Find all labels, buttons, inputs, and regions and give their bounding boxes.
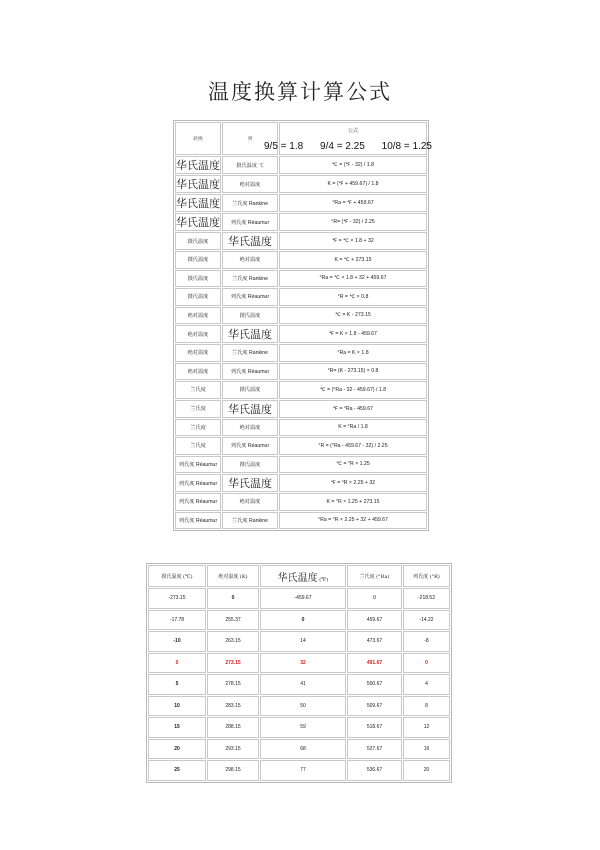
values-cell: 32 xyxy=(260,653,346,674)
conversion-row xyxy=(175,400,427,418)
conversion-row xyxy=(175,512,427,530)
conversion-formula-cell: ℃ = (°Ra - 32 - 459.67) / 1.8 xyxy=(279,381,427,399)
conversion-formula-cell: °Ra = ℃ × 1.8 + 32 + 459.67 xyxy=(279,270,427,288)
conversion-to-cell: 摄氏温度 ℃ xyxy=(222,156,278,174)
values-cell: 500.67 xyxy=(347,674,402,695)
conversion-formula-cell: ℉ = ℃ × 1.8 + 32 xyxy=(279,232,427,250)
values-cell: 283.15 xyxy=(207,696,259,717)
conversion-row xyxy=(175,307,427,325)
values-cell: -8 xyxy=(403,631,450,652)
conversion-from-cell: 摄氏温度 xyxy=(175,288,221,306)
values-cell: -17.78 xyxy=(148,610,206,631)
conversion-row xyxy=(175,175,427,193)
header-fahrenheit-label: 华氏温度 xyxy=(277,572,318,584)
values-cell: 10 xyxy=(148,696,206,717)
conversion-formula-cell: ℉ = °R × 2.25 + 32 xyxy=(279,474,427,492)
header-fahrenheit xyxy=(260,565,346,587)
header-formula-label: 公式 xyxy=(347,128,358,134)
conversion-row xyxy=(175,381,427,399)
conversion-row xyxy=(175,344,427,362)
conversion-to-cell: 华氏温度 xyxy=(222,325,278,343)
values-cell: 288.15 xyxy=(207,717,259,738)
values-row xyxy=(148,674,450,695)
conversion-from-cell: 绝对温度 xyxy=(175,307,221,325)
values-row xyxy=(148,610,450,631)
conversion-from-cell: 列氏度 Réaumur xyxy=(175,512,221,530)
conversion-formula-cell: ℃ = °R × 1.25 xyxy=(279,456,427,474)
values-cell: 77 xyxy=(260,760,346,781)
conversion-formula-cell: ℃ = K - 273.15 xyxy=(279,307,427,325)
conversion-from-cell: 兰氏度 xyxy=(175,400,221,418)
conversion-to-cell: 摄氏温度 xyxy=(222,307,278,325)
conversion-row xyxy=(175,270,427,288)
conversion-table-header xyxy=(175,122,427,155)
temperature-values-table xyxy=(146,563,452,783)
conversion-row xyxy=(175,493,427,511)
values-cell: 0 xyxy=(207,588,259,609)
values-row xyxy=(148,588,450,609)
conversion-row xyxy=(175,437,427,455)
conversion-from-cell: 华氏温度 xyxy=(175,175,221,193)
conversion-to-cell: 列氏度 Réaumur xyxy=(222,437,278,455)
conversion-to-cell: 列氏度 Réaumur xyxy=(222,363,278,381)
conversion-to-cell: 华氏温度 xyxy=(222,474,278,492)
header-rankine: 兰氏度 (°Ra) xyxy=(347,565,402,587)
conversion-to-cell: 绝对温度 xyxy=(222,419,278,437)
conversion-to-cell: 绝对温度 xyxy=(222,493,278,511)
conversion-row xyxy=(175,156,427,174)
conversion-to-cell: 兰氏度 Rankine xyxy=(222,194,278,212)
conversion-formula-cell: °R= (℉ - 32) / 2.25 xyxy=(279,213,427,231)
conversion-row xyxy=(175,251,427,269)
values-cell: 14 xyxy=(260,631,346,652)
values-cell: 8 xyxy=(403,696,450,717)
values-cell: 0 xyxy=(260,610,346,631)
conversion-formula-cell: K = ℃ + 273.15 xyxy=(279,251,427,269)
conversion-from-cell: 摄氏温度 xyxy=(175,270,221,288)
values-row xyxy=(148,631,450,652)
values-cell: 68 xyxy=(260,739,346,760)
values-cell: 536.67 xyxy=(347,760,402,781)
conversion-from-cell: 兰氏度 xyxy=(175,381,221,399)
values-cell: 293.15 xyxy=(207,739,259,760)
values-cell: 298.15 xyxy=(207,760,259,781)
conversion-row xyxy=(175,232,427,250)
conversion-from-cell: 摄氏温度 xyxy=(175,251,221,269)
conversion-formula-cell: K = °R × 1.25 + 273.15 xyxy=(279,493,427,511)
conversion-formula-cell: °R = (°Ra - 459.67 - 32) / 2.25 xyxy=(279,437,427,455)
conversion-formula-cell: °Ra = K × 1.8 xyxy=(279,344,427,362)
ratio-10-8: 10/8 = 1.25 xyxy=(381,141,432,152)
conversion-formula-cell: ℃ = (℉ - 32) / 1.8 xyxy=(279,156,427,174)
conversion-from-cell: 绝对温度 xyxy=(175,344,221,362)
conversion-from-cell: 绝对温度 xyxy=(175,363,221,381)
values-cell: 59 xyxy=(260,717,346,738)
conversion-from-cell: 华氏温度 xyxy=(175,194,221,212)
page-title: 温度换算计算公式 xyxy=(208,80,392,104)
conversion-row xyxy=(175,325,427,343)
values-cell: 255.37 xyxy=(207,610,259,631)
values-cell: 518.67 xyxy=(347,717,402,738)
values-cell: 0 xyxy=(148,653,206,674)
conversion-from-cell: 兰氏度 xyxy=(175,437,221,455)
values-cell: 15 xyxy=(148,717,206,738)
header-reaumur: 列氏度 (°R) xyxy=(403,565,450,587)
conversion-from-cell: 摄氏温度 xyxy=(175,232,221,250)
conversion-to-cell: 摄氏温度 xyxy=(222,456,278,474)
header-formula xyxy=(264,122,432,155)
conversion-from-cell: 华氏温度 xyxy=(175,156,221,174)
conversion-to-cell: 摄氏温度 xyxy=(222,381,278,399)
conversion-formula-cell: ℉ = K × 1.8 - 459.67 xyxy=(279,325,427,343)
conversion-row xyxy=(175,213,427,231)
values-cell: 473.67 xyxy=(347,631,402,652)
conversion-formula-cell: °Ra = °R × 2.25 + 32 + 459.67 xyxy=(279,512,427,530)
values-cell: 41 xyxy=(260,674,346,695)
conversion-to-cell: 兰氏度 Rankine xyxy=(222,512,278,530)
values-cell: 263.15 xyxy=(207,631,259,652)
conversion-from-cell: 兰氏度 xyxy=(175,419,221,437)
header-celsius: 摄氏温度 (℃) xyxy=(148,565,206,587)
conversion-row xyxy=(175,363,427,381)
values-cell: 278.15 xyxy=(207,674,259,695)
conversion-from-cell: 列氏度 Réaumur xyxy=(175,474,221,492)
values-cell: 20 xyxy=(403,760,450,781)
header-from: 转换 xyxy=(175,122,221,155)
values-cell: -218.52 xyxy=(403,588,450,609)
conversion-row xyxy=(175,419,427,437)
values-cell: 25 xyxy=(148,760,206,781)
ratio-9-5: 9/5 = 1.8 xyxy=(264,141,304,152)
values-cell: -273.15 xyxy=(148,588,206,609)
values-cell: 5 xyxy=(148,674,206,695)
conversion-formula-cell: K = (℉ + 459.67) / 1.8 xyxy=(279,175,427,193)
values-cell: 0 xyxy=(347,588,402,609)
conversion-formula-cell: °Ra = ℉ + 459.67 xyxy=(279,194,427,212)
conversion-formula-table xyxy=(173,120,432,531)
conversion-to-cell: 兰氏度 Rankine xyxy=(222,270,278,288)
conversion-to-cell: 列氏度 Réaumur xyxy=(222,288,278,306)
values-cell: 491.67 xyxy=(347,653,402,674)
values-cell: 459.67 xyxy=(347,610,402,631)
values-cell: -14.22 xyxy=(403,610,450,631)
values-cell: -459.67 xyxy=(260,588,346,609)
header-to: 到 xyxy=(222,122,278,155)
values-cell: 509.67 xyxy=(347,696,402,717)
conversion-row xyxy=(175,194,427,212)
values-cell: 0 xyxy=(403,653,450,674)
values-cell: 50 xyxy=(260,696,346,717)
values-cell: -10 xyxy=(148,631,206,652)
conversion-from-cell: 华氏温度 xyxy=(175,213,221,231)
values-cell: 12 xyxy=(403,717,450,738)
values-row xyxy=(148,696,450,717)
conversion-formula-cell: K = °Ra / 1.8 xyxy=(279,419,427,437)
values-row xyxy=(148,653,450,674)
conversion-to-cell: 华氏温度 xyxy=(222,400,278,418)
values-cell: 16 xyxy=(403,739,450,760)
values-row xyxy=(148,739,450,760)
ratio-9-4: 9/4 = 2.25 xyxy=(320,141,365,152)
conversion-to-cell: 绝对温度 xyxy=(222,175,278,193)
conversion-row xyxy=(175,456,427,474)
values-row xyxy=(148,717,450,738)
conversion-from-cell: 列氏度 Réaumur xyxy=(175,493,221,511)
header-kelvin: 绝对温度 (K) xyxy=(207,565,259,587)
values-cell: 273.15 xyxy=(207,653,259,674)
values-cell: 527.67 xyxy=(347,739,402,760)
conversion-from-cell: 列氏度 Réaumur xyxy=(175,456,221,474)
header-fahrenheit-unit: (℉) xyxy=(319,576,329,583)
conversion-formula-cell: °R= (K - 273.15) × 0.8 xyxy=(279,363,427,381)
values-row xyxy=(148,760,450,781)
values-cell: 4 xyxy=(403,674,450,695)
conversion-row xyxy=(175,474,427,492)
conversion-from-cell: 绝对温度 xyxy=(175,325,221,343)
conversion-to-cell: 列氏度 Réaumur xyxy=(222,213,278,231)
conversion-formula-cell: ℉ = °Ra - 459.67 xyxy=(279,400,427,418)
conversion-row xyxy=(175,288,427,306)
conversion-to-cell: 绝对温度 xyxy=(222,251,278,269)
values-table-header xyxy=(148,565,450,587)
conversion-to-cell: 兰氏度 Rankine xyxy=(222,344,278,362)
conversion-formula-cell: °R = ℃ × 0.8 xyxy=(279,288,427,306)
values-cell: 20 xyxy=(148,739,206,760)
conversion-to-cell: 华氏温度 xyxy=(222,232,278,250)
